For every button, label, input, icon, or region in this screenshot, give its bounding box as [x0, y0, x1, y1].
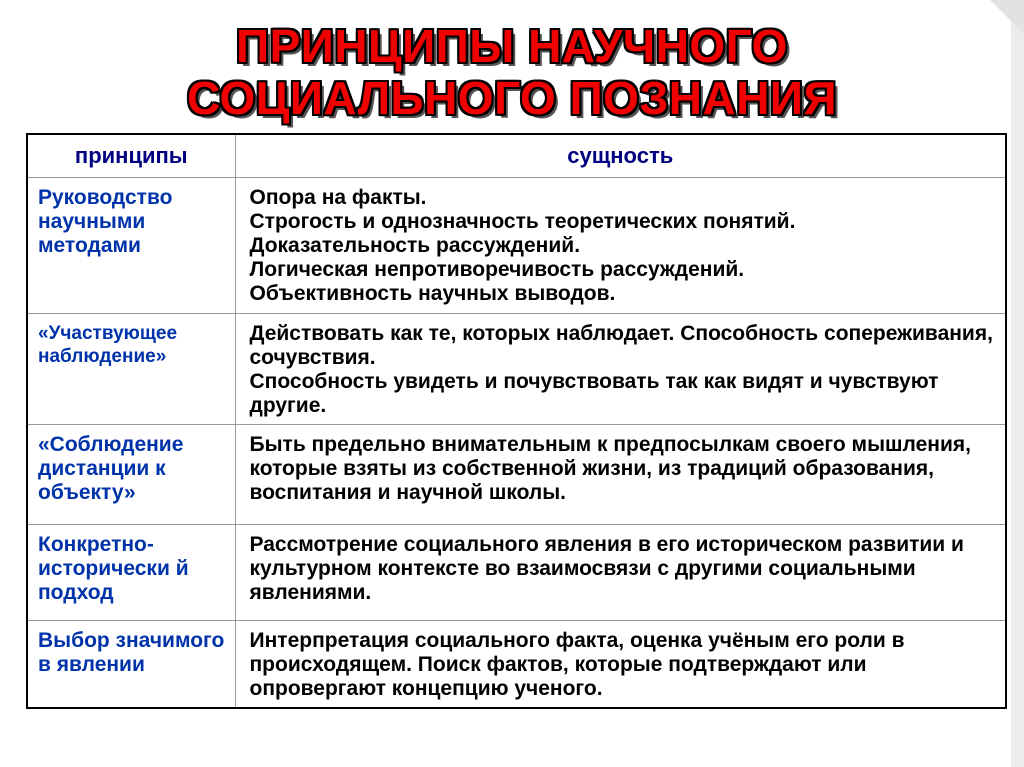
essence-line: Строгость и однозначность теоретических понятий. — [249, 210, 796, 233]
table-row — [27, 425, 1006, 525]
slide-title-line-2: СОЦИАЛЬНОГО ПОЗНАНИЯ — [186, 72, 838, 124]
table-row — [27, 314, 1006, 425]
essence-line: Интерпретация социального факта, оценка учёным его роли в происходящем. Поиск фактов, которые подтверждают или опровергают концепцию ученого. — [249, 629, 905, 700]
table-row — [27, 525, 1006, 621]
essence-line: Рассмотрение социального явления в его историческом развитии и культурном контексте во взаимосвязи с другими социальными явлениями. — [249, 533, 964, 604]
principle-cell: Выбор значимого в явлении — [27, 621, 235, 709]
header-principles: принципы — [27, 134, 235, 178]
principles-table — [26, 133, 1007, 709]
principle-cell: Руководство научными методами — [27, 178, 235, 314]
principle-cell: «Соблюдение дистанции к объекту» — [27, 425, 235, 525]
essence-line: Способность увидеть и почувствовать так как видят и чувствуют другие. — [249, 370, 939, 417]
essence-cell — [235, 178, 1006, 314]
slide-title — [0, 20, 1024, 124]
essence-line: Логическая непротиворечивость рассуждений. — [249, 258, 745, 281]
principle-cell: «Участвующее наблюдение» — [27, 314, 235, 425]
essence-line: Объективность научных выводов. — [249, 282, 616, 305]
essence-cell — [235, 525, 1006, 621]
essence-line: Быть предельно внимательным к предпосылкам своего мышления, которые взяты из собственной жизни, из традиций образования, воспитания и научной школы. — [249, 433, 971, 504]
principle-cell: Конкретно-исторически й подход — [27, 525, 235, 621]
essence-cell — [235, 621, 1006, 709]
header-essence: сущность — [235, 134, 1006, 178]
essence-cell — [235, 425, 1006, 525]
table-header-row — [27, 134, 1006, 178]
table-row — [27, 178, 1006, 314]
essence-line: Доказательность рассуждений. — [249, 234, 581, 257]
essence-cell — [235, 314, 1006, 425]
essence-line: Действовать как те, которых наблюдает. Способность сопереживания, сочувствия. — [249, 322, 993, 369]
essence-line: Опора на факты. — [249, 186, 427, 209]
slide-title-line-1: ПРИНЦИПЫ НАУЧНОГО — [236, 20, 788, 72]
table-row — [27, 621, 1006, 709]
